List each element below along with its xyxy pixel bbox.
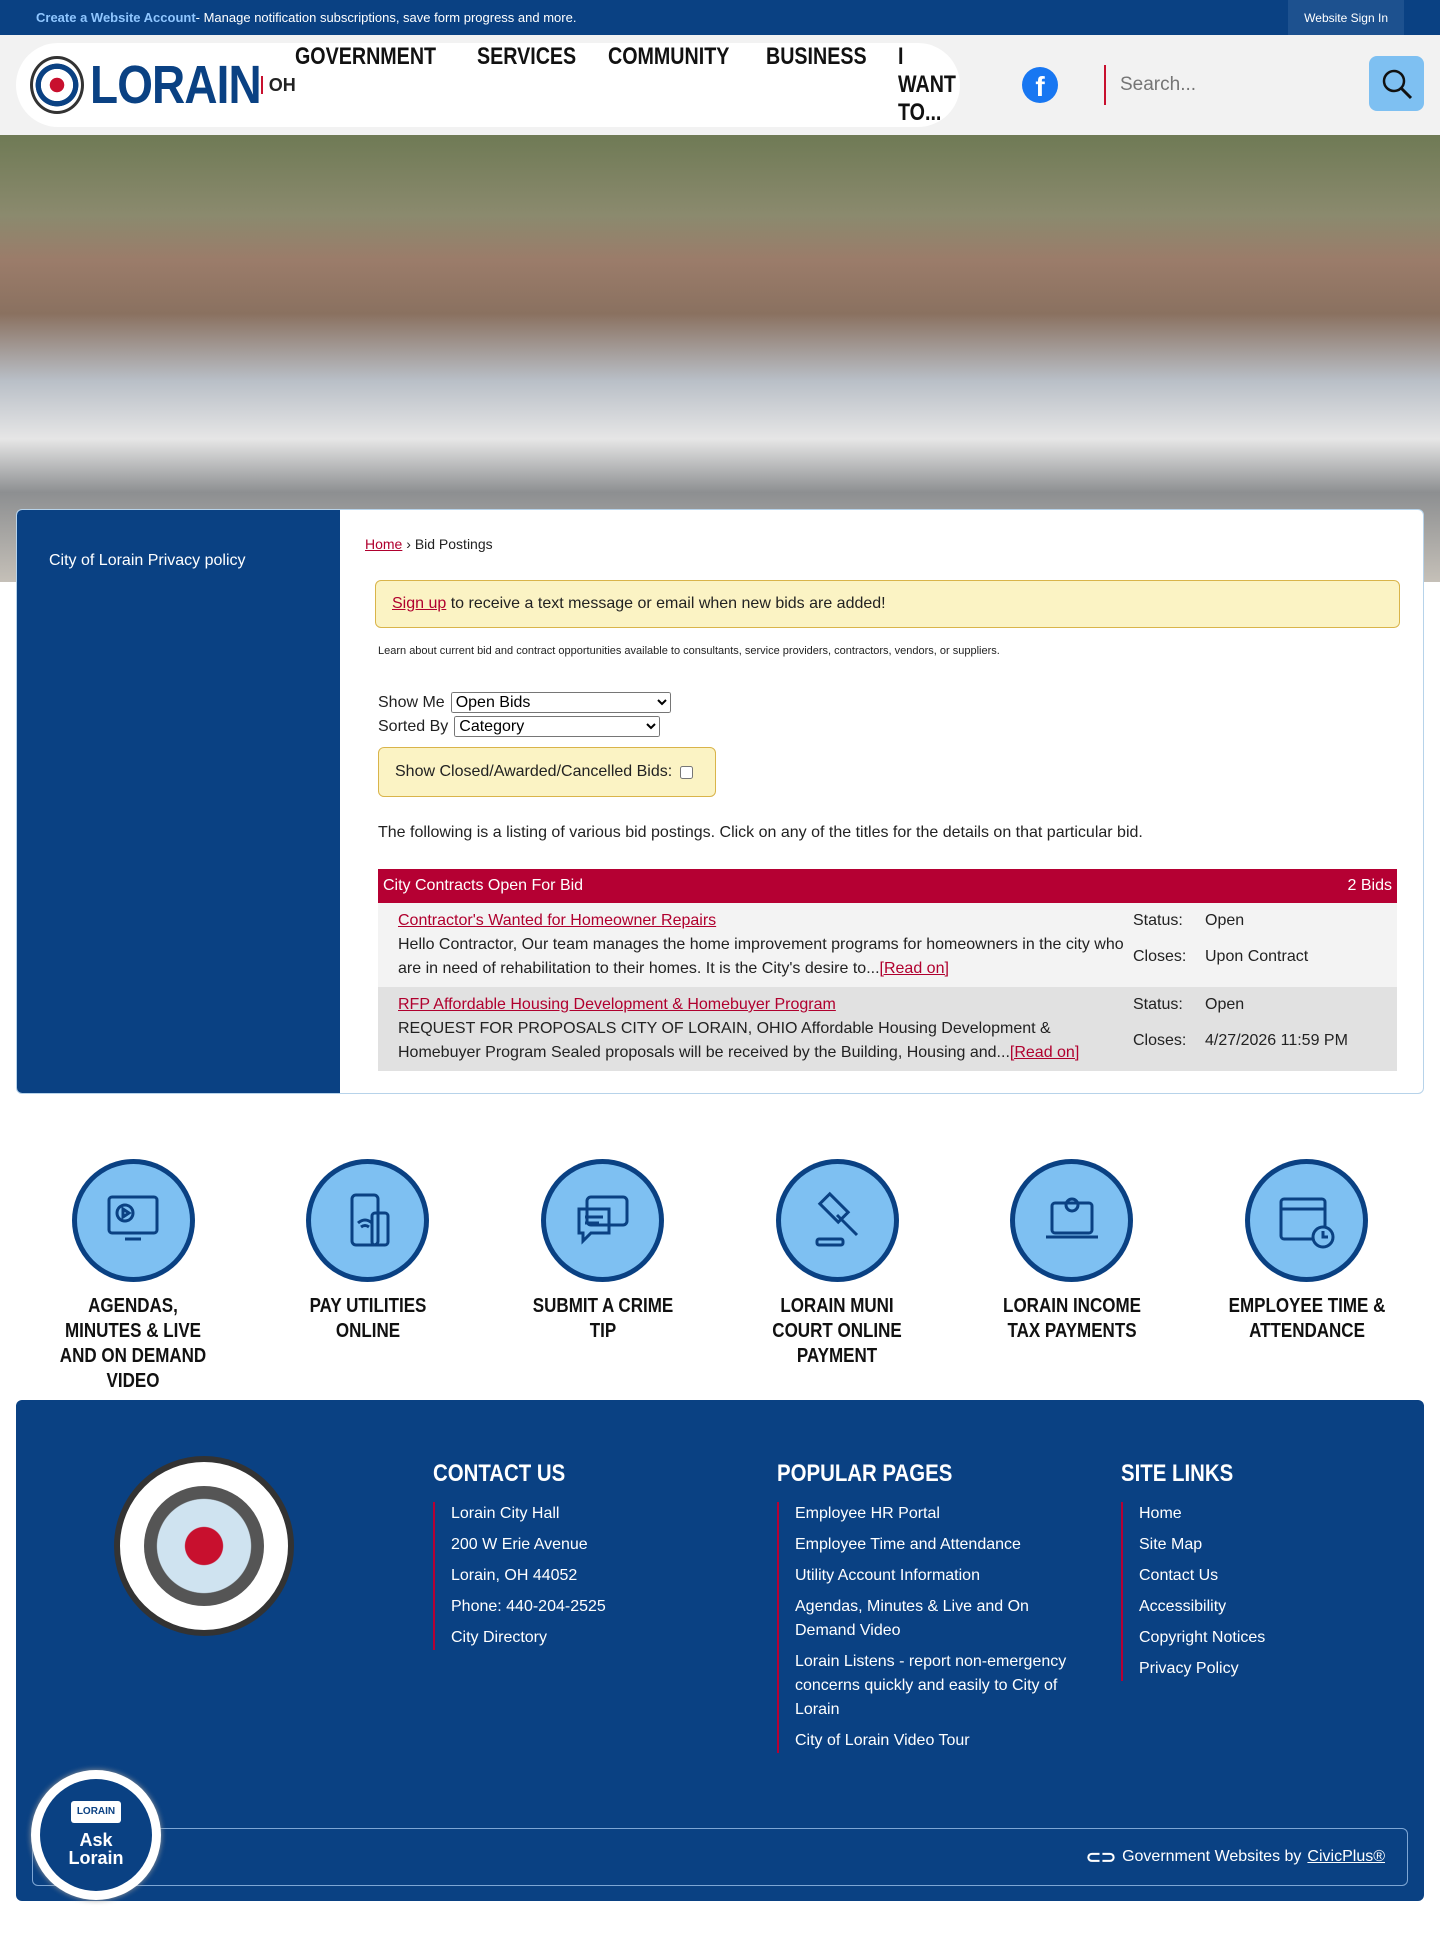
nav-business[interactable]: BUSINESS [765, 43, 867, 70]
contact-item: 200 W Erie Avenue [451, 1536, 588, 1553]
status-label: Status: [1133, 912, 1183, 929]
search-icon [1380, 67, 1414, 101]
closes-value: Upon Contract [1205, 948, 1309, 965]
contact-item: Lorain City Hall [451, 1505, 560, 1522]
quick-link-muni-court[interactable] [737, 1159, 937, 1394]
logo-state: OH [261, 76, 273, 94]
category-header [378, 869, 1397, 903]
quick-link-label: LORAIN MUNI COURT ONLINE PAYMENT [772, 1295, 902, 1367]
site-link[interactable]: Privacy Policy [1139, 1660, 1239, 1677]
popular-link[interactable]: Utility Account Information [795, 1567, 980, 1584]
site-links-heading: SITE LINKS [1121, 1460, 1234, 1487]
create-account-link[interactable]: Create a Website Account [36, 10, 196, 25]
show-closed-box [378, 747, 716, 797]
site-footer [16, 1400, 1424, 1901]
nav-government[interactable]: GOVERNMENT [294, 43, 436, 70]
civicplus-icon: ⊂⊃ [1085, 1846, 1117, 1867]
mobile-pay-icon [311, 1164, 424, 1277]
closes-label: Closes: [1133, 948, 1187, 965]
calendar-clock-icon [1250, 1164, 1363, 1277]
quick-link-agendas[interactable] [33, 1159, 233, 1394]
site-link[interactable]: Home [1139, 1505, 1182, 1522]
contact-item: Phone: 440-204-2525 [451, 1598, 606, 1615]
nav-services[interactable]: SERVICES [476, 43, 576, 70]
footer-site-links [1121, 1460, 1381, 1688]
quick-link-pay-utilities[interactable] [268, 1159, 468, 1394]
contact-heading: CONTACT US [433, 1460, 566, 1487]
ask-lorain-label: Ask Lorain [68, 1830, 124, 1868]
main-nav [295, 43, 960, 127]
sorted-by-select[interactable] [454, 716, 660, 737]
quick-link-employee-time[interactable] [1207, 1159, 1407, 1394]
bid-title-link[interactable]: RFP Affordable Housing Development & Homebuyer Program [398, 996, 836, 1013]
category-title: City Contracts Open For Bid [383, 877, 584, 894]
quick-links [0, 1159, 1440, 1394]
quick-link-label: SUBMIT A CRIME TIP [532, 1295, 673, 1342]
breadcrumb-current: Bid Postings [414, 536, 493, 552]
popular-link[interactable]: Employee Time and Attendance [795, 1536, 1021, 1553]
footer-contact [433, 1460, 713, 1657]
site-logo[interactable]: LORAIN [89, 55, 261, 115]
footer-popular [777, 1460, 1067, 1760]
city-seal [114, 1456, 294, 1636]
bid-description: REQUEST FOR PROPOSALS CITY OF LORAIN, OHIO Affordable Housing Development & Homebuyer Program Sealed proposals will be received by the Building, Housing and... [398, 1020, 1051, 1061]
site-link[interactable]: Site Map [1139, 1536, 1203, 1553]
bid-description: Hello Contractor, Our team manages the home improvement programs for homeowners in the city who are in need of rehabilitation to their homes. It is the City's desire to... [398, 936, 1124, 977]
gavel-icon [781, 1164, 894, 1277]
read-on-link[interactable]: [Read on] [1009, 1044, 1080, 1061]
sidebar [17, 510, 340, 1093]
quick-link-label: AGENDAS, MINUTES & LIVE AND ON DEMAND VIDEO [60, 1295, 207, 1392]
alert-text: to receive a text message or email when new bids are added! [446, 595, 886, 612]
bid-row [378, 987, 1397, 1071]
search-input[interactable] [1120, 65, 1360, 105]
show-me-select[interactable] [451, 692, 671, 713]
intro-text: Learn about current bid and contract opportunities available to consultants, service providers, contractors, vendors, or suppliers. [378, 645, 1000, 657]
nav-i-want-to[interactable]: I WANT TO... [898, 43, 957, 126]
site-header [0, 35, 1440, 135]
ask-lorain-logo: LORAIN [71, 1801, 121, 1823]
gov-websites-text: Government Websites by [1122, 1848, 1302, 1865]
nav-community[interactable]: COMMUNITY [607, 43, 729, 70]
show-me-row [378, 692, 671, 713]
closes-label: Closes: [1133, 1032, 1187, 1049]
breadcrumb-separator: › [402, 536, 415, 552]
status-label: Status: [1133, 996, 1183, 1013]
show-closed-checkbox[interactable] [680, 766, 693, 779]
breadcrumb [365, 536, 493, 552]
civicplus-bar [32, 1828, 1408, 1886]
quick-link-income-tax[interactable] [972, 1159, 1172, 1394]
site-link[interactable]: Copyright Notices [1139, 1629, 1266, 1646]
account-bar [0, 0, 1440, 35]
signup-link[interactable]: Sign up [392, 595, 447, 612]
bid-row [378, 903, 1397, 987]
breadcrumb-home[interactable]: Home [365, 536, 403, 552]
sorted-by-label: Sorted By [378, 717, 449, 735]
search-button[interactable] [1369, 56, 1424, 111]
nav-pill [16, 43, 960, 127]
popular-link[interactable]: Employee HR Portal [795, 1505, 940, 1522]
listing-description: The following is a listing of various bid postings. Click on any of the titles for the details on that particular bid. [378, 824, 1143, 841]
closes-value: 4/27/2026 11:59 PM [1205, 1032, 1348, 1049]
content-card [16, 509, 1424, 1094]
signup-alert [375, 580, 1400, 628]
ask-lorain-button[interactable] [31, 1770, 161, 1900]
popular-link[interactable]: Lorain Listens - report non-emergency concerns quickly and easily to City of Lorain [795, 1653, 1067, 1718]
status-value: Open [1205, 996, 1245, 1013]
popular-heading: POPULAR PAGES [777, 1460, 953, 1487]
facebook-icon[interactable]: f [1022, 67, 1058, 103]
read-on-link[interactable]: [Read on] [879, 960, 949, 977]
show-closed-label: Show Closed/Awarded/Cancelled Bids: [395, 763, 673, 780]
sorted-by-row [378, 716, 660, 737]
quick-link-crime-tip[interactable] [503, 1159, 703, 1394]
city-directory-link[interactable]: City Directory [451, 1629, 548, 1646]
search-divider [1104, 65, 1106, 105]
contact-item: Lorain, OH 44052 [451, 1567, 578, 1584]
popular-link[interactable]: Agendas, Minutes & Live and On Demand Video [795, 1598, 1029, 1639]
civicplus-link[interactable]: CivicPlus® [1307, 1848, 1385, 1865]
bid-title-link[interactable]: Contractor's Wanted for Homeowner Repairs [398, 912, 717, 929]
site-link[interactable]: Contact Us [1139, 1567, 1219, 1584]
bid-table [378, 869, 1397, 1071]
status-value: Open [1205, 912, 1245, 929]
quick-link-label: EMPLOYEE TIME & ATTENDANCE [1228, 1295, 1386, 1342]
chat-bubbles-icon [546, 1164, 659, 1277]
popular-link[interactable]: City of Lorain Video Tour [795, 1732, 970, 1749]
sidebar-item-privacy-policy[interactable]: City of Lorain Privacy policy [49, 552, 246, 569]
quick-link-label: LORAIN INCOME TAX PAYMENTS [1003, 1295, 1141, 1342]
laptop-gear-icon [1015, 1164, 1128, 1277]
category-count: 2 Bids [1347, 877, 1392, 894]
sign-in-button[interactable]: Website Sign In [1288, 0, 1404, 35]
video-monitor-icon [77, 1164, 190, 1277]
city-seal-logo[interactable] [30, 56, 84, 114]
site-link[interactable]: Accessibility [1139, 1598, 1227, 1615]
show-me-label: Show Me [378, 693, 445, 711]
quick-link-label: PAY UTILITIES ONLINE [309, 1295, 427, 1342]
account-description: - Manage notification subscriptions, save form progress and more. [195, 10, 577, 25]
